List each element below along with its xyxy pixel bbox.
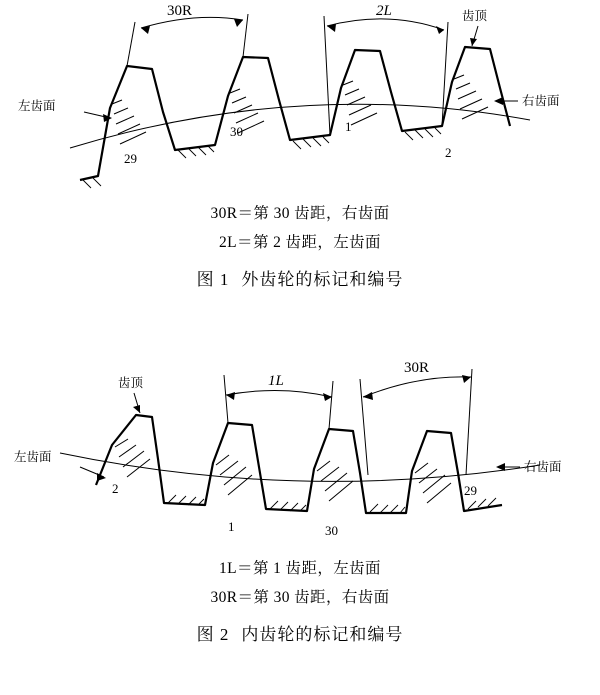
- dim-arrow-left-b: [234, 19, 243, 27]
- figure-1-title-text: 外齿轮的标记和编号: [241, 270, 404, 290]
- tooth-profile-outline: [96, 415, 502, 513]
- figure-2: [0, 355, 600, 695]
- pitch-line: [70, 104, 530, 148]
- tooth-number-1: 1: [228, 519, 235, 534]
- tooth-number-2: 1: [345, 119, 352, 134]
- tooth-tip-label: 齿顶: [462, 9, 488, 23]
- figure-1-title-prefix: 图 1: [196, 270, 230, 290]
- dim-arc-1l: [226, 390, 332, 397]
- left-flank-label: 左齿面: [18, 99, 56, 113]
- dim-arc-30r: [363, 377, 471, 397]
- dim-label-30r: 30R: [404, 360, 430, 376]
- ext-line-left-2: [329, 381, 333, 429]
- tooth-number-3: 2: [445, 145, 452, 160]
- figure-2-diagram: [0, 355, 600, 555]
- figure-2-title-text: 内齿轮的标记和编号: [241, 625, 404, 645]
- leader-tooth-tip-arrow: [133, 405, 140, 413]
- left-flank-label: 左齿面: [14, 450, 52, 464]
- ext-line-right-1: [324, 16, 330, 135]
- dim-arrow-right-b: [462, 375, 471, 383]
- figure-1-caption-lines: [0, 200, 600, 257]
- right-flank-label: 右齿面: [524, 460, 562, 474]
- dim-label-1l: 1L: [268, 373, 284, 389]
- dim-arrow-right-b: [436, 26, 444, 34]
- figure-2-title: [0, 620, 600, 645]
- ext-line-left-2: [243, 14, 248, 57]
- tooth-number-0: 2: [112, 481, 119, 496]
- leader-tooth-tip-arrow: [470, 38, 477, 46]
- tooth-number-1: 30: [230, 124, 243, 139]
- internal-gear-drawing: [0, 355, 600, 555]
- dim-arrow-left-b: [323, 393, 332, 401]
- dim-label-30r: 30R: [167, 3, 193, 19]
- leader-right-flank-arrow: [496, 463, 505, 471]
- ext-line-left-1: [127, 22, 135, 66]
- right-flank-label: 右齿面: [522, 94, 560, 108]
- external-gear-drawing: [0, 0, 600, 200]
- ext-line-left-1: [224, 375, 228, 423]
- figure-2-title-prefix: 图 2: [196, 625, 230, 645]
- dim-arrow-left-a: [226, 392, 235, 400]
- figure-1-caption-line-2: 2L＝第 2 齿距，左齿面: [219, 233, 381, 251]
- figure-1-caption-line-1: 30R＝第 30 齿距，右齿面: [210, 205, 390, 222]
- pitch-line: [60, 453, 540, 481]
- ext-line-right-1: [360, 379, 368, 475]
- tooth-number-2: 30: [325, 523, 338, 538]
- dim-label-2l: 2L: [376, 3, 392, 19]
- tooth-number-0: 29: [124, 151, 137, 166]
- leader-right-flank-arrow: [494, 97, 503, 105]
- dim-arc-2l: [327, 19, 444, 30]
- figure-2-caption-lines: [0, 555, 600, 612]
- tooth-tip-label: 齿顶: [118, 376, 144, 390]
- figure-2-caption-line-1: 1L＝第 1 齿距，左齿面: [219, 560, 381, 577]
- tooth-number-3: 29: [464, 483, 477, 498]
- flank-hatching: [112, 75, 488, 144]
- figure-1-title: [0, 265, 600, 290]
- root-hatching: [168, 495, 496, 513]
- figure-1: [0, 0, 600, 340]
- ext-line-right-2: [466, 369, 472, 475]
- figure-1-diagram: [0, 0, 600, 200]
- figure-2-caption-line-2: 30R＝第 30 齿距，右齿面: [210, 588, 390, 606]
